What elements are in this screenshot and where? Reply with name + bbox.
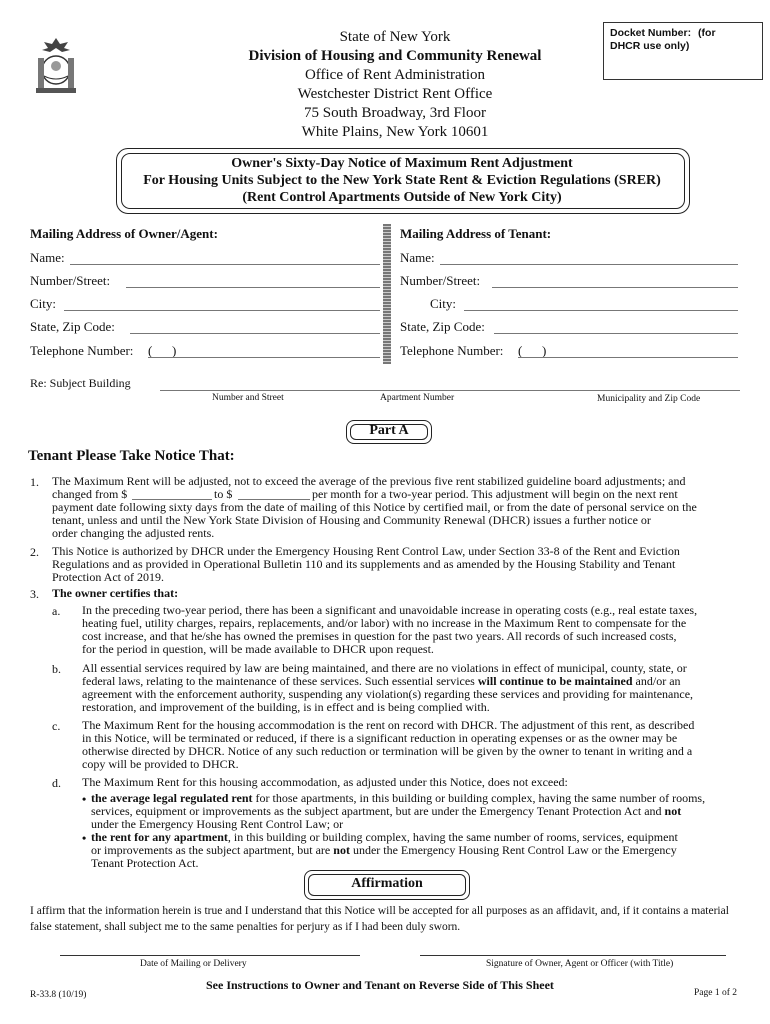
bullet-1-icon: • — [82, 792, 87, 806]
item-d1-bold: the average legal regulated rent — [91, 791, 253, 805]
docket-number-box[interactable] — [603, 22, 763, 80]
item-b-line-2 — [82, 675, 681, 688]
item-2-line-1: This Notice is authorized by DHCR under the Emergency Housing Rent Control Law, under Section 33-8 of the Rent and Eviction — [52, 544, 680, 558]
item-1-line-1: The Maximum Rent will be adjusted, not to exceed the average of the previous five rent stabilized guideline board adjustments; and — [52, 474, 686, 488]
header-division: Division of Housing and Community Renewal — [248, 48, 542, 64]
tenant-name-field[interactable] — [440, 264, 738, 265]
item-a-line-4: for the period in question, will be made available to DHCR upon request. — [82, 642, 434, 656]
item-d1-text: for those apartments, in this building or building complex, having the same number of rooms, — [252, 791, 706, 805]
item-c-letter: c. — [52, 719, 61, 733]
owner-street-field[interactable] — [126, 287, 380, 288]
bullet-2-icon: • — [82, 831, 87, 845]
item-d-line-1: The Maximum Rent for this housing accommodation, as adjusted under this Notice, does not exceed: — [82, 775, 568, 789]
tenant-phone-paren-close: ) — [542, 343, 547, 358]
notice-heading: Tenant Please Take Notice That: — [28, 448, 235, 464]
owner-state-field[interactable] — [130, 333, 380, 334]
item-2-line-2: Regulations and as provided in Operational Bulletin 110 and its supplements and as amended by the Housing Stability and Tenant — [52, 557, 676, 571]
affirmation-line-2: false statement, shall subject me to the same penalties for perjury as if I had been duly sworn. — [30, 921, 461, 933]
item-b-line-3: agreement with the enforcement authority, suspending any violation(s) regarding these services and providing for maintenance, — [82, 687, 694, 701]
re-label: Re: Subject Building — [30, 376, 131, 390]
subject-building-field[interactable] — [160, 390, 740, 391]
item-a-line-1: In the preceding two-year period, there has been a significant and unavoidable increase in operating costs (e.g., real estate taxes, — [82, 603, 698, 617]
tenant-street-field[interactable] — [492, 287, 738, 288]
item-d1-line-2 — [91, 805, 681, 818]
owner-phone-paren-close: ) — [172, 343, 177, 358]
owner-city-field[interactable] — [64, 310, 380, 311]
re-col-street: Number and Street — [212, 393, 284, 403]
tenant-phone-paren-open: ( — [518, 343, 523, 358]
column-divider — [383, 224, 391, 364]
item-c-line-4: copy will be provided to DHCR. — [82, 757, 239, 771]
item-d2-text: , in this building or building complex, having the same number of rooms, services, equipment — [227, 830, 678, 844]
item-d2-line-2a: or improvements as the subject apartment, but are — [91, 843, 334, 857]
item-d2-line-2b: not — [333, 843, 350, 857]
owner-street-label: Number/Street: — [30, 273, 111, 288]
part-a-badge — [346, 420, 432, 444]
header-state: State of New York — [339, 29, 451, 45]
item-1-line-2b: to $ — [214, 487, 233, 501]
form-subtitle: For Housing Units Subject to the New York State Rent & Eviction Regulations (SRER) — [143, 173, 661, 188]
item-1-number: 1. — [30, 475, 39, 489]
affirmation-title: Affirmation — [351, 876, 423, 891]
item-2-line-3: Protection Act of 2019. — [52, 570, 164, 584]
state-seal-logo — [30, 36, 82, 96]
item-d2-line-1 — [91, 831, 678, 844]
owner-phone-field[interactable] — [148, 357, 380, 358]
owner-city-label: City: — [30, 296, 57, 311]
item-1-line-2a: changed from $ — [52, 487, 128, 501]
item-d2-line-2c: under the Emergency Housing Rent Control Law or the Emergency — [349, 843, 677, 857]
header-office: Office of Rent Administration — [304, 67, 486, 83]
item-1-line-3: payment date following sixty days from the date of mailing of this Notice by certified mail, or from the date of personal service on the — [52, 500, 697, 514]
re-col-municipality: Municipality and Zip Code — [597, 394, 701, 404]
header-district: Westchester District Rent Office — [297, 86, 493, 102]
date-label: Date of Mailing or Delivery — [140, 959, 247, 969]
item-3-heading: The owner certifies that: — [52, 586, 179, 600]
item-d1-line-3: under the Emergency Housing Rent Control Law; or — [91, 817, 344, 831]
form-subtitle-2: (Rent Control Apartments Outside of New York City) — [242, 190, 562, 205]
tenant-state-label: State, Zip Code: — [400, 319, 485, 334]
tenant-name-label: Name: — [400, 250, 435, 265]
affirmation-line-1: I affirm that the information herein is true and I understand that this Notice will be accepted for all purposes as an affidavit, and, if it contains a material — [30, 905, 729, 917]
item-d1-line-1 — [91, 792, 705, 805]
owner-phone-paren-open: ( — [148, 343, 153, 358]
item-c-line-1: The Maximum Rent for the housing accommodation is the rent on record with DHCR. The adjustment of this rent, as described — [82, 718, 695, 732]
item-b-letter: b. — [52, 662, 61, 676]
item-d-letter: d. — [52, 776, 61, 790]
owner-name-field[interactable] — [70, 264, 380, 265]
item-3-number: 3. — [30, 587, 39, 601]
item-d1-line-2a: services, equipment or improvements as the subject apartment, but are under the Emergency Tenant Protection Act and — [91, 804, 665, 818]
part-a-label: Part A — [369, 423, 409, 438]
item-c-line-2: in this Notice, will be terminated or reduced, if there is a significant reduction in operating expenses or as the owner may be — [82, 731, 678, 745]
page-number: Page 1 of 2 — [694, 988, 738, 998]
form-title: Owner's Sixty-Day Notice of Maximum Rent Adjustment — [231, 156, 573, 171]
item-b-line-2a: federal laws, relating to the maintenance of these services. Such essential services — [82, 674, 478, 688]
owner-heading: Mailing Address of Owner/Agent: — [30, 226, 218, 241]
header-address: 75 South Broadway, 3rd Floor — [304, 105, 486, 121]
tenant-city-label: City: — [430, 296, 457, 311]
docket-label: Docket Number: — [610, 27, 692, 39]
item-b-line-2b: will continue to be maintained — [477, 674, 633, 688]
form-id: R-33.8 (10/19) — [30, 990, 87, 1000]
item-c-line-3: otherwise directed by DHCR. Notice of any such reduction or termination will be given by the owner to tenant in writing and a — [82, 744, 693, 758]
signature-field[interactable] — [420, 955, 726, 956]
item-1-line-4: tenant, unless and until the New York State Division of Housing and Community Renewal (DHCR) issues a further notice or — [52, 513, 651, 527]
item-b-line-2c: and/or an — [632, 674, 681, 688]
date-field[interactable] — [60, 955, 360, 956]
item-a-letter: a. — [52, 604, 61, 618]
owner-phone-label: Telephone Number: — [30, 343, 134, 358]
owner-name-label: Name: — [30, 250, 65, 265]
tenant-city-field[interactable] — [464, 310, 738, 311]
tenant-phone-label: Telephone Number: — [400, 343, 504, 358]
affirmation-badge — [304, 870, 470, 900]
item-b-line-1: All essential services required by law are being maintained, and there are no violations in effect of municipal, county, state, or — [82, 661, 687, 675]
item-b-line-4: restoration, and improvement of the building, is in effect and is being complied with. — [82, 700, 490, 714]
item-1-line-5: order changing the adjusted rents. — [52, 526, 215, 540]
item-2-number: 2. — [30, 545, 39, 559]
tenant-phone-field[interactable] — [518, 357, 738, 358]
item-d2-bold: the rent for any apartment — [91, 830, 228, 844]
item-d1-line-2b: not — [664, 804, 682, 818]
item-a-line-2: heating fuel, utility charges, repairs, replacements, and/or labor) with no increase in the Maximum Rent to compensate for the — [82, 616, 687, 630]
signature-label: Signature of Owner, Agent or Officer (with Title) — [486, 959, 674, 969]
instructions-note: See Instructions to Owner and Tenant on Reverse Side of This Sheet — [206, 978, 554, 992]
item-d2-line-3: Tenant Protection Act. — [91, 856, 199, 870]
item-1-line-2c: per month for a two-year period. This adjustment will begin on the next rent — [312, 487, 678, 501]
re-col-apartment: Apartment Number — [380, 393, 455, 403]
item-d2-line-2 — [91, 844, 677, 857]
item-a-line-3: cost increase, and that he/she has owned the premises in question for the past two years. All records of such increased costs, — [82, 629, 677, 643]
tenant-heading: Mailing Address of Tenant: — [400, 226, 552, 241]
header-city: White Plains, New York 10601 — [301, 124, 489, 140]
tenant-state-field[interactable] — [494, 333, 738, 334]
tenant-street-label: Number/Street: — [400, 273, 481, 288]
owner-state-label: State, Zip Code: — [30, 319, 115, 334]
docket-note: (for — [698, 27, 716, 39]
docket-note2: DHCR use only) — [610, 40, 690, 52]
